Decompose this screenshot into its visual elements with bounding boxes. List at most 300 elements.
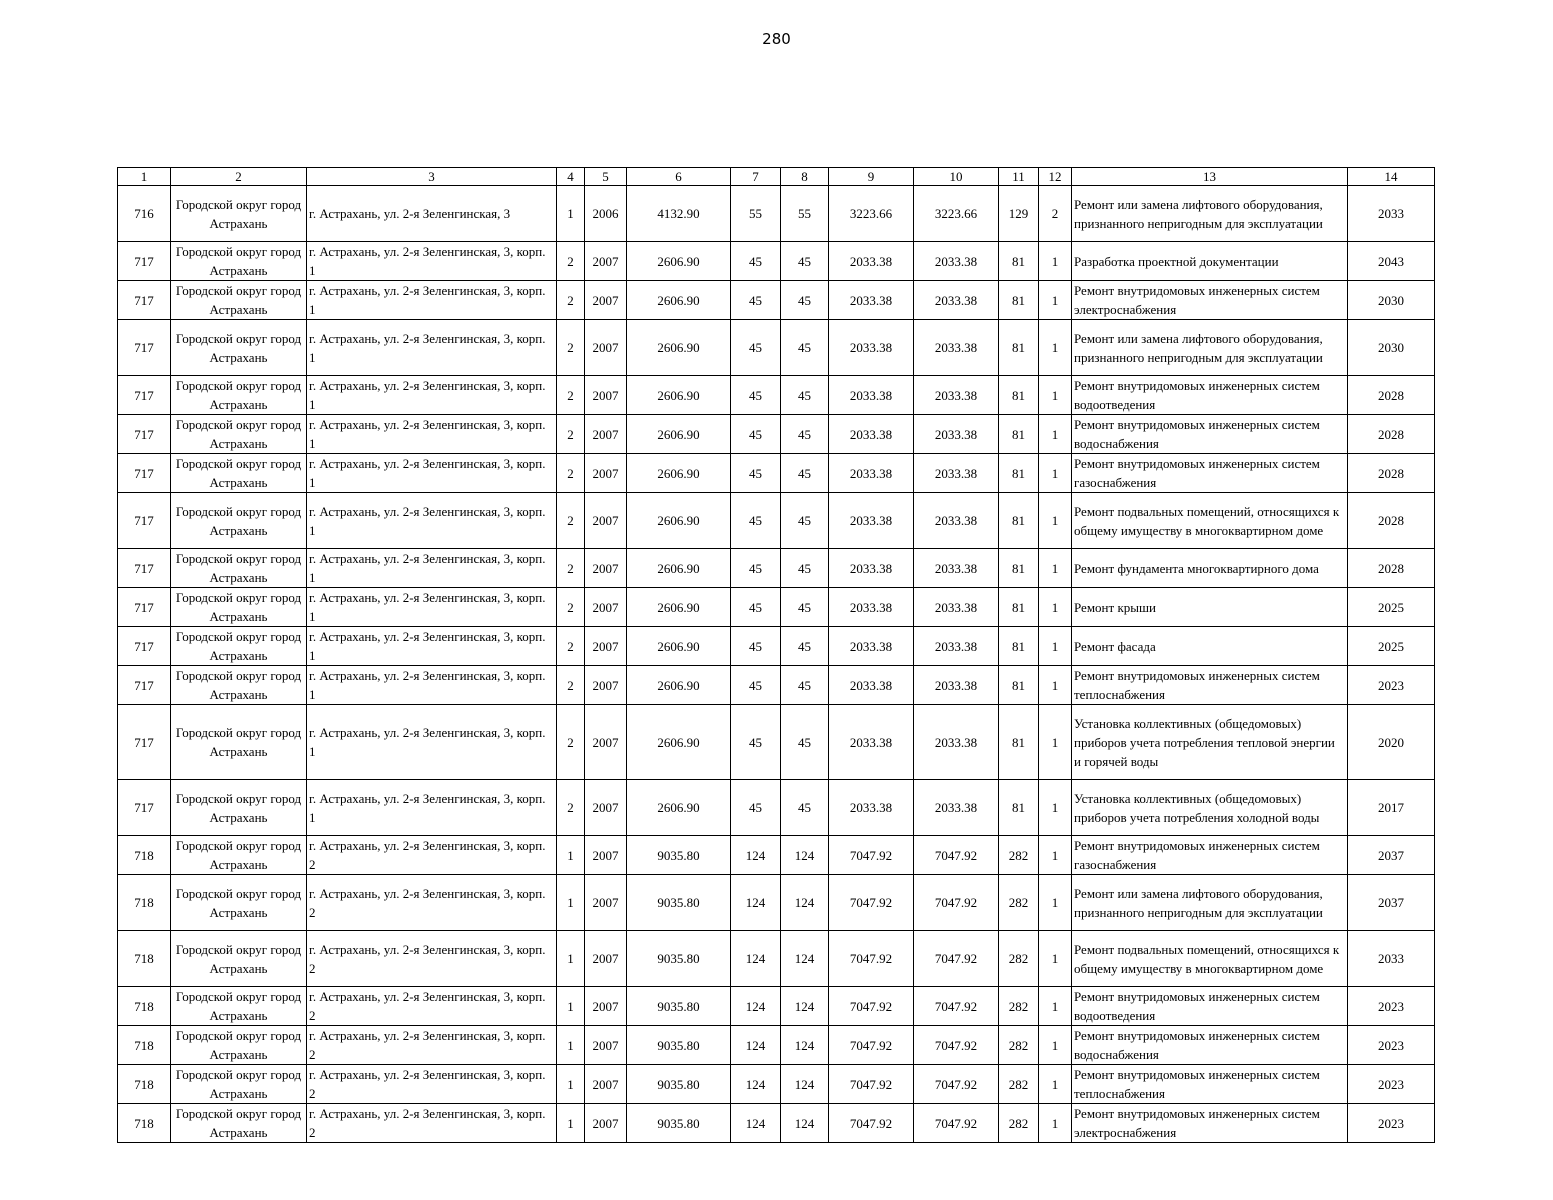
cell-col-12: 1 (1039, 281, 1072, 320)
cell-municipality: Городской округ город Астрахань (171, 320, 307, 376)
cell-col-7: 45 (731, 666, 781, 705)
cell-col-12: 1 (1039, 1104, 1072, 1143)
cell-col-4: 2 (557, 415, 585, 454)
cell-col-7: 124 (731, 987, 781, 1026)
cell-col-12: 1 (1039, 987, 1072, 1026)
cell-col-12: 1 (1039, 627, 1072, 666)
cell-col-11: 282 (999, 1104, 1039, 1143)
column-header: 14 (1348, 168, 1435, 186)
cell-col-4: 2 (557, 242, 585, 281)
cell-col-12: 1 (1039, 780, 1072, 836)
cell-col-9: 7047.92 (829, 1104, 914, 1143)
cell-col-12: 1 (1039, 836, 1072, 875)
cell-year: 2007 (585, 1026, 627, 1065)
column-header: 3 (307, 168, 557, 186)
cell-municipality: Городской округ город Астрахань (171, 454, 307, 493)
cell-row-number: 717 (118, 549, 171, 588)
cell-col-8: 45 (781, 320, 829, 376)
cell-col-4: 2 (557, 780, 585, 836)
cell-col-12: 1 (1039, 415, 1072, 454)
cell-col-6: 2606.90 (627, 780, 731, 836)
cell-row-number: 717 (118, 242, 171, 281)
cell-work-type: Установка коллективных (общедомовых) приборов учета потребления холодной воды (1072, 780, 1348, 836)
cell-col-9: 2033.38 (829, 705, 914, 780)
cell-col-7: 124 (731, 875, 781, 931)
cell-address: г. Астрахань, ул. 2-я Зеленгинская, 3, корп. 1 (307, 320, 557, 376)
cell-col-11: 81 (999, 493, 1039, 549)
table-row (118, 836, 1435, 875)
cell-col-10: 7047.92 (914, 1104, 999, 1143)
cell-col-6: 9035.80 (627, 836, 731, 875)
cell-col-10: 3223.66 (914, 186, 999, 242)
cell-col-8: 45 (781, 415, 829, 454)
cell-col-4: 2 (557, 493, 585, 549)
cell-col-10: 7047.92 (914, 875, 999, 931)
cell-municipality: Городской округ город Астрахань (171, 931, 307, 987)
cell-year: 2007 (585, 493, 627, 549)
cell-col-6: 2606.90 (627, 415, 731, 454)
cell-planned-year: 2033 (1348, 931, 1435, 987)
cell-col-10: 2033.38 (914, 415, 999, 454)
cell-col-12: 1 (1039, 454, 1072, 493)
cell-col-8: 55 (781, 186, 829, 242)
table-row (118, 1065, 1435, 1104)
column-header: 13 (1072, 168, 1348, 186)
cell-year: 2007 (585, 836, 627, 875)
cell-col-7: 45 (731, 705, 781, 780)
table-row (118, 320, 1435, 376)
cell-row-number: 717 (118, 780, 171, 836)
cell-planned-year: 2023 (1348, 1026, 1435, 1065)
cell-col-12: 1 (1039, 1065, 1072, 1104)
cell-col-11: 129 (999, 186, 1039, 242)
cell-work-type: Установка коллективных (общедомовых) приборов учета потребления тепловой энергии и горячей воды (1072, 705, 1348, 780)
cell-col-9: 7047.92 (829, 931, 914, 987)
cell-address: г. Астрахань, ул. 2-я Зеленгинская, 3, корп. 1 (307, 666, 557, 705)
cell-work-type: Ремонт фасада (1072, 627, 1348, 666)
cell-col-12: 1 (1039, 493, 1072, 549)
cell-row-number: 717 (118, 493, 171, 549)
cell-col-8: 124 (781, 931, 829, 987)
column-header: 7 (731, 168, 781, 186)
cell-address: г. Астрахань, ул. 2-я Зеленгинская, 3, корп. 1 (307, 627, 557, 666)
column-header: 11 (999, 168, 1039, 186)
cell-planned-year: 2020 (1348, 705, 1435, 780)
cell-col-4: 1 (557, 836, 585, 875)
cell-work-type: Ремонт внутридомовых инженерных систем водоснабжения (1072, 1026, 1348, 1065)
cell-col-10: 7047.92 (914, 987, 999, 1026)
cell-col-7: 124 (731, 836, 781, 875)
cell-col-11: 282 (999, 875, 1039, 931)
cell-col-7: 124 (731, 1065, 781, 1104)
cell-address: г. Астрахань, ул. 2-я Зеленгинская, 3, корп. 2 (307, 1026, 557, 1065)
cell-col-7: 45 (731, 627, 781, 666)
cell-col-8: 45 (781, 454, 829, 493)
table-row (118, 281, 1435, 320)
cell-col-10: 7047.92 (914, 931, 999, 987)
cell-col-6: 2606.90 (627, 376, 731, 415)
table-row (118, 549, 1435, 588)
cell-planned-year: 2025 (1348, 588, 1435, 627)
cell-col-9: 7047.92 (829, 875, 914, 931)
cell-col-9: 2033.38 (829, 549, 914, 588)
cell-col-6: 9035.80 (627, 931, 731, 987)
cell-planned-year: 2017 (1348, 780, 1435, 836)
cell-col-6: 2606.90 (627, 242, 731, 281)
cell-col-6: 9035.80 (627, 1104, 731, 1143)
cell-planned-year: 2028 (1348, 549, 1435, 588)
cell-col-7: 45 (731, 242, 781, 281)
cell-work-type: Ремонт или замена лифтового оборудования, признанного непригодным для эксплуатации (1072, 875, 1348, 931)
cell-col-8: 45 (781, 627, 829, 666)
cell-col-6: 2606.90 (627, 549, 731, 588)
cell-work-type: Ремонт внутридомовых инженерных систем теплоснабжения (1072, 1065, 1348, 1104)
cell-row-number: 718 (118, 1065, 171, 1104)
cell-col-7: 45 (731, 549, 781, 588)
cell-year: 2007 (585, 1065, 627, 1104)
cell-col-4: 2 (557, 454, 585, 493)
cell-col-11: 81 (999, 705, 1039, 780)
cell-address: г. Астрахань, ул. 2-я Зеленгинская, 3, корп. 2 (307, 1104, 557, 1143)
cell-col-12: 1 (1039, 875, 1072, 931)
cell-planned-year: 2025 (1348, 627, 1435, 666)
cell-year: 2007 (585, 875, 627, 931)
cell-row-number: 718 (118, 931, 171, 987)
table-row (118, 780, 1435, 836)
cell-col-10: 7047.92 (914, 1026, 999, 1065)
cell-municipality: Городской округ город Астрахань (171, 836, 307, 875)
cell-planned-year: 2043 (1348, 242, 1435, 281)
cell-row-number: 718 (118, 1026, 171, 1065)
cell-municipality: Городской округ город Астрахань (171, 588, 307, 627)
cell-planned-year: 2023 (1348, 1065, 1435, 1104)
cell-col-12: 1 (1039, 242, 1072, 281)
table-row (118, 588, 1435, 627)
cell-col-4: 2 (557, 627, 585, 666)
cell-address: г. Астрахань, ул. 2-я Зеленгинская, 3, корп. 1 (307, 376, 557, 415)
cell-col-9: 2033.38 (829, 320, 914, 376)
cell-col-11: 81 (999, 281, 1039, 320)
cell-col-6: 2606.90 (627, 320, 731, 376)
cell-address: г. Астрахань, ул. 2-я Зеленгинская, 3, корп. 1 (307, 549, 557, 588)
cell-col-6: 2606.90 (627, 705, 731, 780)
cell-col-11: 81 (999, 415, 1039, 454)
cell-planned-year: 2028 (1348, 376, 1435, 415)
cell-col-10: 2033.38 (914, 281, 999, 320)
cell-row-number: 717 (118, 454, 171, 493)
cell-col-7: 45 (731, 281, 781, 320)
cell-col-12: 1 (1039, 931, 1072, 987)
cell-year: 2007 (585, 1104, 627, 1143)
cell-planned-year: 2028 (1348, 493, 1435, 549)
cell-municipality: Городской округ город Астрахань (171, 376, 307, 415)
cell-col-8: 45 (781, 242, 829, 281)
cell-col-10: 7047.92 (914, 836, 999, 875)
cell-col-10: 2033.38 (914, 588, 999, 627)
cell-work-type: Ремонт крыши (1072, 588, 1348, 627)
cell-planned-year: 2030 (1348, 281, 1435, 320)
cell-address: г. Астрахань, ул. 2-я Зеленгинская, 3, корп. 1 (307, 415, 557, 454)
cell-col-7: 45 (731, 415, 781, 454)
cell-address: г. Астрахань, ул. 2-я Зеленгинская, 3, корп. 1 (307, 493, 557, 549)
cell-municipality: Городской округ город Астрахань (171, 549, 307, 588)
cell-planned-year: 2037 (1348, 836, 1435, 875)
cell-col-12: 1 (1039, 376, 1072, 415)
cell-year: 2007 (585, 549, 627, 588)
cell-col-9: 2033.38 (829, 415, 914, 454)
cell-planned-year: 2023 (1348, 987, 1435, 1026)
cell-col-9: 2033.38 (829, 281, 914, 320)
cell-work-type: Ремонт внутридомовых инженерных систем водоотведения (1072, 376, 1348, 415)
cell-col-4: 1 (557, 931, 585, 987)
table-row (118, 627, 1435, 666)
cell-row-number: 717 (118, 666, 171, 705)
cell-col-9: 2033.38 (829, 588, 914, 627)
cell-work-type: Ремонт внутридомовых инженерных систем теплоснабжения (1072, 666, 1348, 705)
cell-col-11: 282 (999, 836, 1039, 875)
column-header: 9 (829, 168, 914, 186)
cell-col-10: 2033.38 (914, 376, 999, 415)
cell-col-7: 124 (731, 1104, 781, 1143)
cell-col-8: 45 (781, 281, 829, 320)
cell-col-12: 1 (1039, 588, 1072, 627)
cell-col-11: 81 (999, 242, 1039, 281)
cell-municipality: Городской округ город Астрахань (171, 705, 307, 780)
cell-col-7: 124 (731, 931, 781, 987)
column-header: 8 (781, 168, 829, 186)
cell-col-8: 45 (781, 549, 829, 588)
cell-col-10: 2033.38 (914, 549, 999, 588)
table-header-row (118, 168, 1435, 186)
cell-col-6: 2606.90 (627, 493, 731, 549)
cell-col-9: 2033.38 (829, 376, 914, 415)
cell-col-10: 2033.38 (914, 454, 999, 493)
cell-col-10: 2033.38 (914, 493, 999, 549)
table-row (118, 376, 1435, 415)
cell-col-7: 45 (731, 588, 781, 627)
cell-col-4: 1 (557, 1065, 585, 1104)
table-row (118, 242, 1435, 281)
cell-work-type: Ремонт внутридомовых инженерных систем газоснабжения (1072, 836, 1348, 875)
cell-municipality: Городской округ город Астрахань (171, 415, 307, 454)
cell-address: г. Астрахань, ул. 2-я Зеленгинская, 3, корп. 2 (307, 875, 557, 931)
cell-col-11: 81 (999, 666, 1039, 705)
cell-municipality: Городской округ город Астрахань (171, 186, 307, 242)
cell-row-number: 717 (118, 376, 171, 415)
cell-col-9: 7047.92 (829, 1065, 914, 1104)
cell-col-12: 1 (1039, 549, 1072, 588)
cell-col-8: 124 (781, 875, 829, 931)
table-row (118, 493, 1435, 549)
cell-work-type: Ремонт или замена лифтового оборудования, признанного непригодным для эксплуатации (1072, 320, 1348, 376)
column-header: 10 (914, 168, 999, 186)
cell-year: 2007 (585, 281, 627, 320)
cell-col-11: 81 (999, 454, 1039, 493)
cell-col-9: 2033.38 (829, 780, 914, 836)
cell-col-11: 282 (999, 931, 1039, 987)
cell-address: г. Астрахань, ул. 2-я Зеленгинская, 3, корп. 1 (307, 454, 557, 493)
cell-col-4: 1 (557, 987, 585, 1026)
table-row (118, 931, 1435, 987)
cell-col-6: 4132.90 (627, 186, 731, 242)
cell-col-9: 2033.38 (829, 627, 914, 666)
table-row (118, 1026, 1435, 1065)
table-row (118, 666, 1435, 705)
cell-col-6: 2606.90 (627, 627, 731, 666)
cell-col-4: 1 (557, 186, 585, 242)
column-header: 2 (171, 168, 307, 186)
cell-col-4: 2 (557, 666, 585, 705)
cell-col-7: 45 (731, 493, 781, 549)
cell-row-number: 716 (118, 186, 171, 242)
cell-planned-year: 2028 (1348, 415, 1435, 454)
cell-address: г. Астрахань, ул. 2-я Зеленгинская, 3, корп. 1 (307, 242, 557, 281)
cell-year: 2006 (585, 186, 627, 242)
cell-col-11: 282 (999, 1065, 1039, 1104)
cell-planned-year: 2023 (1348, 1104, 1435, 1143)
cell-row-number: 718 (118, 875, 171, 931)
cell-year: 2007 (585, 320, 627, 376)
cell-work-type: Ремонт внутридомовых инженерных систем газоснабжения (1072, 454, 1348, 493)
cell-col-9: 7047.92 (829, 1026, 914, 1065)
cell-row-number: 718 (118, 1104, 171, 1143)
cell-col-6: 2606.90 (627, 666, 731, 705)
cell-col-8: 124 (781, 1026, 829, 1065)
cell-work-type: Ремонт или замена лифтового оборудования, признанного непригодным для эксплуатации (1072, 186, 1348, 242)
cell-municipality: Городской округ город Астрахань (171, 1026, 307, 1065)
cell-col-6: 9035.80 (627, 1026, 731, 1065)
cell-col-9: 7047.92 (829, 836, 914, 875)
cell-year: 2007 (585, 987, 627, 1026)
cell-year: 2007 (585, 780, 627, 836)
cell-col-8: 124 (781, 987, 829, 1026)
cell-col-12: 1 (1039, 666, 1072, 705)
cell-col-6: 9035.80 (627, 1065, 731, 1104)
table-row (118, 987, 1435, 1026)
cell-work-type: Ремонт внутридомовых инженерных систем водоснабжения (1072, 415, 1348, 454)
cell-col-8: 45 (781, 666, 829, 705)
column-header: 1 (118, 168, 171, 186)
cell-municipality: Городской округ город Астрахань (171, 242, 307, 281)
cell-year: 2007 (585, 931, 627, 987)
table-row (118, 186, 1435, 242)
table-row (118, 454, 1435, 493)
cell-col-11: 81 (999, 780, 1039, 836)
cell-municipality: Городской округ город Астрахань (171, 627, 307, 666)
cell-col-8: 124 (781, 1065, 829, 1104)
cell-col-11: 81 (999, 588, 1039, 627)
cell-col-7: 45 (731, 320, 781, 376)
cell-year: 2007 (585, 588, 627, 627)
cell-year: 2007 (585, 415, 627, 454)
cell-municipality: Городской округ город Астрахань (171, 1104, 307, 1143)
cell-col-10: 2033.38 (914, 627, 999, 666)
cell-row-number: 717 (118, 627, 171, 666)
cell-col-12: 1 (1039, 705, 1072, 780)
table-row (118, 705, 1435, 780)
cell-col-9: 2033.38 (829, 666, 914, 705)
page-number: 280 (762, 30, 791, 48)
cell-planned-year: 2028 (1348, 454, 1435, 493)
cell-work-type: Ремонт внутридомовых инженерных систем электроснабжения (1072, 1104, 1348, 1143)
cell-col-7: 55 (731, 186, 781, 242)
table-row (118, 415, 1435, 454)
cell-col-4: 1 (557, 875, 585, 931)
cell-municipality: Городской округ город Астрахань (171, 780, 307, 836)
cell-row-number: 717 (118, 588, 171, 627)
cell-row-number: 718 (118, 987, 171, 1026)
cell-col-9: 2033.38 (829, 242, 914, 281)
cell-address: г. Астрахань, ул. 2-я Зеленгинская, 3, корп. 2 (307, 987, 557, 1026)
cell-work-type: Разработка проектной документации (1072, 242, 1348, 281)
cell-row-number: 717 (118, 705, 171, 780)
cell-col-7: 45 (731, 454, 781, 493)
cell-municipality: Городской округ город Астрахань (171, 281, 307, 320)
cell-row-number: 717 (118, 415, 171, 454)
cell-planned-year: 2037 (1348, 875, 1435, 931)
cell-row-number: 718 (118, 836, 171, 875)
cell-col-8: 45 (781, 780, 829, 836)
cell-col-8: 124 (781, 836, 829, 875)
cell-col-8: 45 (781, 493, 829, 549)
cell-col-11: 81 (999, 320, 1039, 376)
cell-work-type: Ремонт внутридомовых инженерных систем электроснабжения (1072, 281, 1348, 320)
cell-col-6: 9035.80 (627, 987, 731, 1026)
cell-col-11: 282 (999, 987, 1039, 1026)
table-row (118, 875, 1435, 931)
cell-col-4: 2 (557, 705, 585, 780)
cell-col-9: 7047.92 (829, 987, 914, 1026)
cell-col-4: 2 (557, 376, 585, 415)
cell-planned-year: 2023 (1348, 666, 1435, 705)
cell-col-4: 2 (557, 549, 585, 588)
column-header: 6 (627, 168, 731, 186)
cell-col-12: 1 (1039, 1026, 1072, 1065)
cell-col-12: 2 (1039, 186, 1072, 242)
cell-address: г. Астрахань, ул. 2-я Зеленгинская, 3, корп. 2 (307, 836, 557, 875)
cell-address: г. Астрахань, ул. 2-я Зеленгинская, 3 (307, 186, 557, 242)
table-row (118, 1104, 1435, 1143)
cell-col-6: 9035.80 (627, 875, 731, 931)
cell-col-9: 3223.66 (829, 186, 914, 242)
cell-year: 2007 (585, 705, 627, 780)
cell-col-11: 81 (999, 627, 1039, 666)
cell-address: г. Астрахань, ул. 2-я Зеленгинская, 3, корп. 1 (307, 588, 557, 627)
cell-municipality: Городской округ город Астрахань (171, 493, 307, 549)
cell-year: 2007 (585, 666, 627, 705)
cell-col-9: 2033.38 (829, 493, 914, 549)
cell-col-4: 1 (557, 1104, 585, 1143)
cell-work-type: Ремонт подвальных помещений, относящихся к общему имуществу в многоквартирном доме (1072, 931, 1348, 987)
cell-work-type: Ремонт внутридомовых инженерных систем водоотведения (1072, 987, 1348, 1026)
cell-col-8: 45 (781, 705, 829, 780)
column-header: 4 (557, 168, 585, 186)
column-header: 5 (585, 168, 627, 186)
cell-col-4: 2 (557, 588, 585, 627)
cell-col-6: 2606.90 (627, 454, 731, 493)
cell-col-10: 2033.38 (914, 705, 999, 780)
cell-year: 2007 (585, 454, 627, 493)
cell-year: 2007 (585, 627, 627, 666)
cell-col-8: 45 (781, 376, 829, 415)
cell-municipality: Городской округ город Астрахань (171, 875, 307, 931)
cell-planned-year: 2030 (1348, 320, 1435, 376)
cell-col-10: 2033.38 (914, 242, 999, 281)
cell-col-6: 2606.90 (627, 281, 731, 320)
cell-col-10: 2033.38 (914, 666, 999, 705)
cell-col-10: 7047.92 (914, 1065, 999, 1104)
cell-col-8: 45 (781, 588, 829, 627)
